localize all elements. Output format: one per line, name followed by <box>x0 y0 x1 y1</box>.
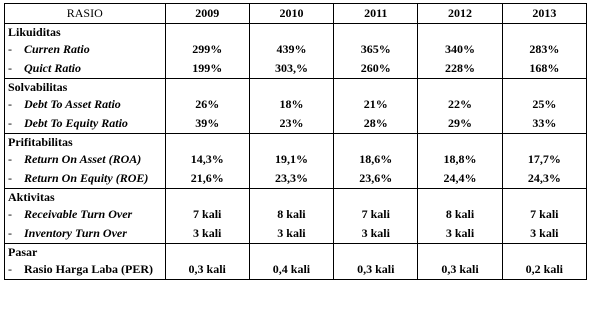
ratio-value: 23,6% <box>359 171 393 185</box>
ratio-table <box>4 3 587 280</box>
value-spacer <box>418 134 501 150</box>
ratio-value: 33% <box>532 116 557 130</box>
value-cell <box>334 79 418 134</box>
ratio-value: 24,3% <box>527 171 561 185</box>
ratio-value: 18% <box>279 97 304 111</box>
ratio-value: 28% <box>363 116 388 130</box>
ratio-label <box>5 59 165 78</box>
ratio-value: 199% <box>192 61 223 75</box>
value-cell <box>249 244 333 280</box>
value-spacer <box>418 79 501 95</box>
ratio-name: Debt To Asset Ratio <box>24 97 121 111</box>
ratio-value: 26% <box>195 97 220 111</box>
ratio-value: 0,2 kali <box>525 262 563 276</box>
ratio-value: 25% <box>532 97 557 111</box>
value-spacer <box>250 244 333 260</box>
group-label-cell <box>5 79 166 134</box>
ratio-value: 18,8% <box>443 152 477 166</box>
ratio-name: Return On Equity (ROE) <box>24 171 149 185</box>
ratio-value: 29% <box>448 116 473 130</box>
ratio-value: 3 kali <box>445 226 475 240</box>
ratio-name: Return On Asset (ROA) <box>24 152 142 166</box>
value-cell <box>334 244 418 280</box>
ratio-value: 0,4 kali <box>272 262 311 276</box>
value-cell <box>418 189 502 244</box>
ratio-value: 3 kali <box>530 226 559 240</box>
value-cell <box>165 79 249 134</box>
ratio-dash: - <box>8 152 12 166</box>
group-title: Solvabilitas <box>8 80 68 94</box>
ratio-value: 8 kali <box>277 207 306 221</box>
ratio-value: 14,3% <box>190 152 224 166</box>
ratio-dash: - <box>8 97 12 111</box>
value-spacer <box>503 24 586 40</box>
ratio-name: Receivable Turn Over <box>24 207 133 221</box>
value-cell <box>334 134 418 189</box>
header-ratio: RASIO <box>5 4 166 24</box>
value-spacer <box>166 79 249 95</box>
value-cell <box>418 24 502 79</box>
value-cell <box>334 24 418 79</box>
ratio-value: 17,7% <box>527 152 561 166</box>
header-year: 2010 <box>249 4 333 24</box>
ratio-value: 168% <box>529 61 560 75</box>
ratio-value: 18,6% <box>359 152 393 166</box>
header-row <box>5 4 587 24</box>
ratio-value: 21% <box>363 97 388 111</box>
ratio-group-row <box>5 244 587 280</box>
value-cell <box>418 244 502 280</box>
ratio-value: 3 kali <box>193 226 222 240</box>
value-cell <box>165 24 249 79</box>
value-cell <box>502 244 586 280</box>
group-title: Likuiditas <box>8 25 61 39</box>
value-spacer <box>166 244 249 260</box>
header-year: 2009 <box>165 4 249 24</box>
ratio-value: 19,1% <box>274 152 308 166</box>
group-label-cell <box>5 244 166 280</box>
ratio-dash: - <box>8 171 12 185</box>
value-spacer <box>334 24 417 40</box>
ratio-label <box>5 150 165 169</box>
ratio-value: 21,6% <box>190 171 224 185</box>
value-spacer <box>166 134 249 150</box>
ratio-label <box>5 114 165 133</box>
ratio-value: 7 kali <box>193 207 222 221</box>
ratio-label <box>5 260 165 279</box>
ratio-value: 365% <box>360 42 391 56</box>
ratio-value: 3 kali <box>277 226 306 240</box>
value-cell <box>418 79 502 134</box>
group-title: Aktivitas <box>8 190 55 204</box>
ratio-group-row <box>5 189 587 244</box>
ratio-label <box>5 169 165 188</box>
ratio-value: 23% <box>279 116 304 130</box>
value-cell <box>249 79 333 134</box>
header-year: 2013 <box>502 4 586 24</box>
ratio-label <box>5 205 165 224</box>
group-label-cell <box>5 24 166 79</box>
value-cell <box>249 189 333 244</box>
value-spacer <box>503 189 586 205</box>
value-spacer <box>250 79 333 95</box>
value-cell <box>249 24 333 79</box>
ratio-value: 439% <box>276 42 307 56</box>
header-year: 2011 <box>334 4 418 24</box>
group-label-cell <box>5 189 166 244</box>
ratio-dash: - <box>8 207 12 221</box>
value-spacer <box>418 189 501 205</box>
ratio-dash: - <box>8 262 12 276</box>
ratio-value: 24,4% <box>443 171 477 185</box>
value-cell <box>165 134 249 189</box>
value-spacer <box>334 134 417 150</box>
ratio-group-row <box>5 134 587 189</box>
value-cell <box>502 24 586 79</box>
ratio-dash: - <box>8 42 12 56</box>
value-spacer <box>334 189 417 205</box>
value-cell <box>165 244 249 280</box>
value-cell <box>249 134 333 189</box>
value-spacer <box>166 24 249 40</box>
ratio-value: 299% <box>192 42 223 56</box>
ratio-value: 8 kali <box>445 207 475 221</box>
ratio-value: 260% <box>360 61 391 75</box>
header-year: 2012 <box>418 4 502 24</box>
ratio-value: 3 kali <box>361 226 390 240</box>
value-spacer <box>418 244 501 260</box>
ratio-name: Quict Ratio <box>24 61 82 75</box>
ratio-dash: - <box>8 61 12 75</box>
ratio-name: Curren Ratio <box>24 42 90 56</box>
ratio-value: 340% <box>445 42 476 56</box>
value-spacer <box>503 134 586 150</box>
ratio-dash: - <box>8 226 12 240</box>
ratio-group-row <box>5 24 587 79</box>
ratio-value: 7 kali <box>361 207 390 221</box>
ratio-name: Debt To Equity Ratio <box>24 116 128 130</box>
group-title: Pasar <box>8 245 38 259</box>
value-spacer <box>418 24 501 40</box>
value-cell <box>502 79 586 134</box>
ratio-value: 0,3 kali <box>188 262 226 276</box>
value-cell <box>502 189 586 244</box>
ratio-value: 22% <box>448 97 473 111</box>
ratio-value: 228% <box>445 61 476 75</box>
ratio-label <box>5 224 165 243</box>
ratio-value: 39% <box>195 116 220 130</box>
value-spacer <box>503 79 586 95</box>
ratio-value: 0,3 kali <box>357 262 395 276</box>
value-cell <box>418 134 502 189</box>
value-cell <box>502 134 586 189</box>
ratio-value: 283% <box>529 42 560 56</box>
ratio-name: Rasio Harga Laba (PER) <box>24 262 153 276</box>
value-cell <box>165 189 249 244</box>
value-spacer <box>250 24 333 40</box>
value-spacer <box>334 244 417 260</box>
ratio-value: 23,3% <box>274 171 308 185</box>
ratio-name: Inventory Turn Over <box>24 226 127 240</box>
value-spacer <box>503 244 586 260</box>
value-cell <box>334 189 418 244</box>
value-spacer <box>334 79 417 95</box>
value-spacer <box>166 189 249 205</box>
ratio-dash: - <box>8 116 12 130</box>
value-spacer <box>250 134 333 150</box>
ratio-value: 303,% <box>274 61 308 75</box>
value-spacer <box>250 189 333 205</box>
ratio-value: 0,3 kali <box>441 262 479 276</box>
ratio-value: 7 kali <box>530 207 559 221</box>
group-title: Prifitabilitas <box>8 135 73 149</box>
group-label-cell <box>5 134 166 189</box>
ratio-label <box>5 40 165 59</box>
ratio-label <box>5 95 165 114</box>
ratio-group-row <box>5 79 587 134</box>
